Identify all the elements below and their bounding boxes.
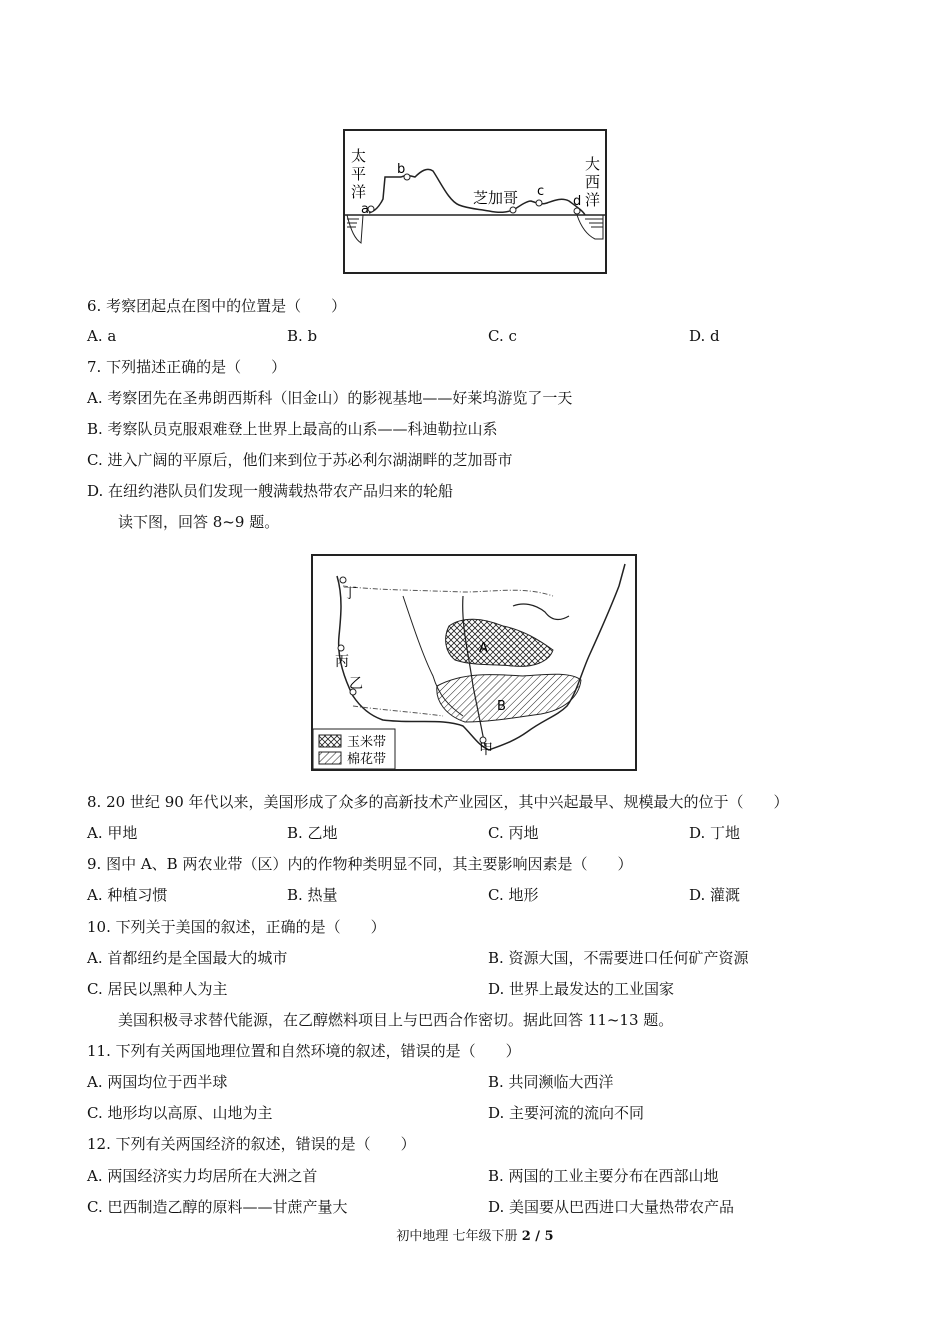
question-11-stem: 11. 下列有关两国地理位置和自然环境的叙述，错误的是（ ） [87, 1042, 521, 1060]
q10-option-d: D. 世界上最发达的工业国家 [488, 980, 675, 998]
mississippi-river [463, 596, 485, 746]
q7-option-d: D. 在纽约港队员们发现一艘满载热带农产品归来的轮船 [87, 482, 454, 500]
question-8-stem: 8. 20 世纪 90 年代以来，美国形成了众多的高新技术产业园区，其中兴起最早、规模最大的位于（ ） [87, 793, 789, 811]
location-bing-marker [338, 645, 344, 651]
legend-cotton-swatch [319, 752, 341, 764]
question-9-stem: 9. 图中 A、B 两农业带（区）内的作物种类明显不同，其主要影响因素是（ ） [87, 855, 633, 873]
q12-option-d: D. 美国要从巴西进口大量热带农产品 [488, 1198, 735, 1216]
corn-belt-region [446, 619, 553, 666]
q9-option-a: A. 种植习惯 [87, 886, 168, 904]
legend-corn-label: 玉米带 [347, 735, 387, 750]
label-atlantic-1: 大 [585, 155, 601, 173]
q6-option-c: C. c [488, 327, 517, 345]
question-6-stem: 6. 考察团起点在图中的位置是（ ） [87, 297, 347, 315]
question-12-stem: 12. 下列有关两国经济的叙述，错误的是（ ） [87, 1135, 416, 1153]
point-c [536, 200, 542, 206]
label-yi: 乙 [349, 676, 363, 692]
label-pacific-1: 太 [351, 147, 367, 165]
q6-option-d: D. d [689, 327, 720, 345]
q10-option-b: B. 资源大国，不需要进口任何矿产资源 [488, 949, 749, 967]
label-region-a: A [479, 641, 488, 656]
label-atlantic-2: 西 [585, 173, 601, 191]
footer-text: 初中地理 七年级下册 [396, 1229, 522, 1244]
location-ding-marker [340, 577, 346, 583]
legend-cotton-label: 棉花带 [347, 752, 387, 767]
label-ding: 丁 [343, 586, 357, 602]
page-footer [0, 1228, 950, 1246]
label-c: c [537, 184, 545, 199]
q11-option-a: A. 两国均位于西半球 [87, 1073, 228, 1091]
q8-option-b: B. 乙地 [287, 824, 338, 842]
intro-11-13: 美国积极寻求替代能源，在乙醇燃料项目上与巴西合作密切。据此回答 11~13 题。 [118, 1011, 674, 1029]
label-bing: 丙 [335, 654, 349, 670]
q9-option-b: B. 热量 [287, 886, 338, 904]
us-map-figure [311, 554, 637, 771]
question-10-stem: 10. 下列关于美国的叙述，正确的是（ ） [87, 918, 386, 936]
q12-option-a: A. 两国经济实力均居所在大洲之首 [87, 1167, 318, 1185]
q7-option-c: C. 进入广阔的平原后，他们来到位于苏必利尔湖湖畔的芝加哥市 [87, 451, 513, 469]
us-map-svg [313, 556, 635, 769]
q11-option-d: D. 主要河流的流向不同 [488, 1104, 645, 1122]
q8-option-d: D. 丁地 [689, 824, 741, 842]
label-jia: 甲 [479, 742, 493, 758]
legend-corn-swatch [319, 735, 341, 747]
label-pacific-2: 平 [351, 165, 367, 183]
label-a: a [361, 202, 369, 217]
label-pacific-3: 洋 [351, 183, 367, 201]
intro-8-9: 读下图，回答 8~9 题。 [118, 513, 280, 531]
q7-option-b: B. 考察队员克服艰难登上世界上最高的山系——科迪勒拉山系 [87, 420, 498, 438]
q11-option-b: B. 共同濒临大西洋 [488, 1073, 614, 1091]
q9-option-c: C. 地形 [488, 886, 539, 904]
q12-option-b: B. 两国的工业主要分布在西部山地 [488, 1167, 719, 1185]
q6-option-b: B. b [287, 327, 318, 345]
q8-option-a: A. 甲地 [87, 824, 138, 842]
q6-option-a: A. a [87, 327, 117, 345]
label-atlantic-3: 洋 [585, 191, 601, 209]
great-lakes [513, 604, 569, 619]
label-region-b: B [497, 699, 506, 714]
label-d: d [573, 194, 582, 209]
q9-option-d: D. 灌溉 [689, 886, 741, 904]
point-chicago [510, 207, 516, 213]
q10-option-c: C. 居民以黑种人为主 [87, 980, 228, 998]
q12-option-c: C. 巴西制造乙醇的原料——甘蔗产量大 [87, 1198, 348, 1216]
q8-option-c: C. 丙地 [488, 824, 539, 842]
q10-option-a: A. 首都纽约是全国最大的城市 [87, 949, 288, 967]
terrain-profile-figure [343, 129, 607, 274]
terrain-profile-svg [345, 131, 605, 272]
page-number: 2 / 5 [521, 1229, 554, 1244]
q7-option-a: A. 考察团先在圣弗朗西斯科（旧金山）的影视基地——好莱坞游览了一天 [87, 389, 573, 407]
cotton-belt-region [437, 674, 581, 722]
q11-option-c: C. 地形均以高原、山地为主 [87, 1104, 273, 1122]
label-b: b [397, 162, 406, 177]
label-chicago: 芝加哥 [473, 189, 519, 207]
northern-border [343, 586, 553, 596]
question-7-stem: 7. 下列描述正确的是（ ） [87, 358, 287, 376]
